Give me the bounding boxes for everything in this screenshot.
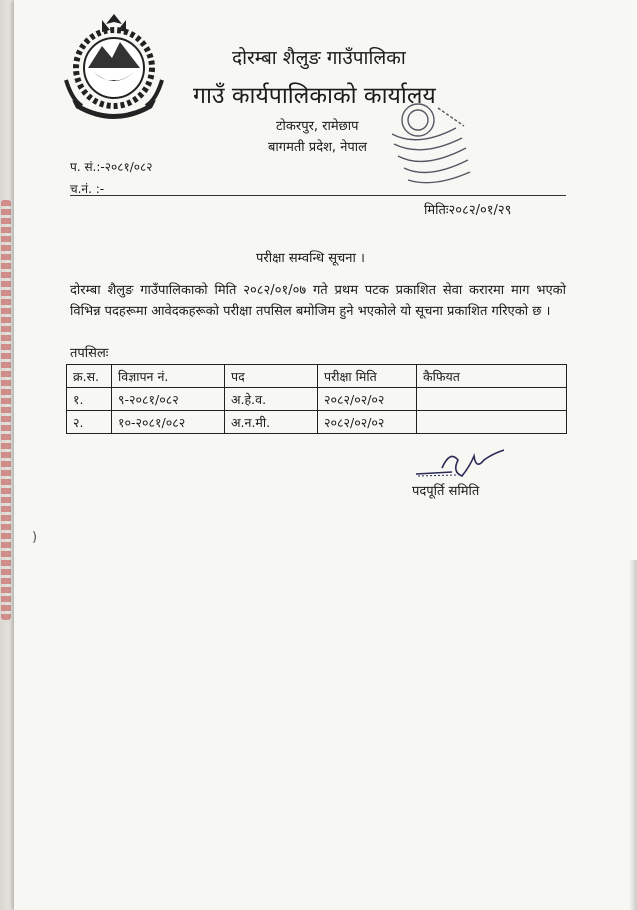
signatory-committee: पदपूर्ति समिति bbox=[412, 484, 480, 499]
table-header-row bbox=[67, 365, 567, 388]
cell-post: अ.न.मी. bbox=[225, 411, 318, 434]
header-serial: क्र.स. bbox=[67, 365, 112, 388]
nepal-emblem-icon bbox=[62, 10, 166, 122]
reference-number: प. सं.:-२०८१/०८२ bbox=[70, 160, 153, 174]
header-remarks: कैफियत bbox=[417, 365, 567, 388]
dispatch-number: च.नं. :- bbox=[70, 182, 105, 196]
exam-schedule-table bbox=[66, 364, 567, 434]
cell-remarks bbox=[417, 411, 567, 434]
cell-remarks bbox=[417, 388, 567, 411]
address-line-2: बागमती प्रदेश, नेपाल bbox=[268, 140, 367, 155]
cell-post: अ.हे.व. bbox=[225, 388, 318, 411]
stray-pen-mark: ) bbox=[32, 530, 38, 545]
cell-serial: २. bbox=[67, 411, 112, 434]
notice-body: दोरम्बा शैलुङ गाउँपालिकाको मिति २०८२/०१/०७ गते प्रथम पटक प्रकाशित सेवा करारमा माग भएको विभिन्न पदहरूमा आवेदकहरूको परीक्षा तपसिल बमोजिम हुने भएकोले यो सूचना प्रकाशित गरिएको छ । bbox=[70, 283, 566, 319]
cell-advertisement-no: १०-२०८१/०८२ bbox=[112, 411, 225, 434]
bleed-through-text bbox=[1, 200, 11, 620]
header-exam-date: परीक्षा मिति bbox=[318, 365, 417, 388]
header-advertisement-no: विज्ञापन नं. bbox=[112, 365, 225, 388]
municipality-name: दोरम्बा शैलुङ गाउँपालिका bbox=[232, 47, 406, 69]
cell-exam-date: २०८२/०२/०२ bbox=[318, 411, 417, 434]
header-divider bbox=[70, 195, 566, 196]
details-label: तपसिलः bbox=[70, 346, 109, 361]
signature-icon bbox=[412, 446, 507, 480]
office-name: गाउँ कार्यपालिकाको कार्यालय bbox=[193, 83, 436, 109]
notice-subject: परीक्षा सम्वन्धि सूचना । bbox=[256, 251, 365, 266]
cell-exam-date: २०८२/०२/०२ bbox=[318, 388, 417, 411]
page-shadow bbox=[629, 560, 637, 910]
notice-date: मितिः२०८२/०१/२९ bbox=[424, 203, 512, 218]
header-post: पद bbox=[225, 365, 318, 388]
table-row bbox=[67, 411, 567, 434]
table-row bbox=[67, 388, 567, 411]
cell-advertisement-no: ९-२०८१/०८२ bbox=[112, 388, 225, 411]
scanned-page-edge bbox=[0, 0, 14, 910]
office-seal-stamp bbox=[378, 98, 478, 190]
cell-serial: १. bbox=[67, 388, 112, 411]
address-line-1: टोकरपुर, रामेछाप bbox=[276, 119, 359, 134]
